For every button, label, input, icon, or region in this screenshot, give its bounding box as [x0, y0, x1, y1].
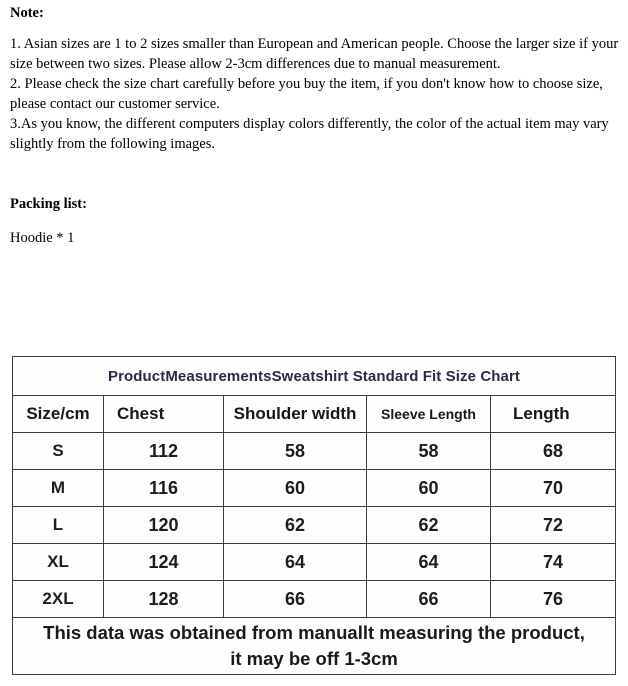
table-row: [13, 581, 616, 618]
cell-shoulder: 64: [224, 544, 367, 581]
size-chart-title-row: [13, 357, 616, 396]
note-heading: Note:: [10, 5, 44, 21]
disclaimer-line-1: This data was obtained from manuallt measuring the product,: [43, 622, 585, 643]
column-header-shoulder: Shoulder width: [224, 396, 367, 433]
note-item-2: 2. Please check the size chart carefully before you buy the item, if you don't know how to choose size, please contact our customer service.: [10, 76, 603, 112]
size-chart-table: [12, 356, 616, 675]
cell-sleeve: 58: [367, 433, 491, 470]
column-header-chest: Chest: [104, 396, 224, 433]
cell-chest: 124: [104, 544, 224, 581]
note-item-3: 3.As you know, the different computers display colors differently, the color of the actual item may vary slightly from the following images.: [10, 116, 609, 152]
cell-size: 2XL: [13, 581, 104, 618]
packing-list-item: Hoodie * 1: [10, 230, 75, 246]
cell-chest: 116: [104, 470, 224, 507]
size-chart-header-row: [13, 396, 616, 433]
cell-shoulder: 60: [224, 470, 367, 507]
cell-size: S: [13, 433, 104, 470]
table-row: [13, 507, 616, 544]
cell-length: 74: [491, 544, 616, 581]
packing-list-heading: Packing list:: [10, 196, 87, 212]
size-chart-footer-row: [13, 618, 616, 675]
cell-size: M: [13, 470, 104, 507]
cell-shoulder: 62: [224, 507, 367, 544]
cell-sleeve: 64: [367, 544, 491, 581]
cell-length: 76: [491, 581, 616, 618]
cell-sleeve: 62: [367, 507, 491, 544]
cell-chest: 128: [104, 581, 224, 618]
size-chart-title: ProductMeasurementsSweatshirt Standard Fit Size Chart: [13, 357, 616, 396]
cell-chest: 112: [104, 433, 224, 470]
table-row: [13, 544, 616, 581]
column-header-length: Length: [491, 396, 616, 433]
table-row: [13, 470, 616, 507]
cell-shoulder: 58: [224, 433, 367, 470]
disclaimer-line-2: it may be off 1-3cm: [230, 648, 398, 669]
cell-sleeve: 66: [367, 581, 491, 618]
cell-size: XL: [13, 544, 104, 581]
cell-shoulder: 66: [224, 581, 367, 618]
cell-size: L: [13, 507, 104, 544]
column-header-sleeve: Sleeve Length: [367, 396, 491, 433]
note-paragraphs: [10, 34, 620, 154]
cell-chest: 120: [104, 507, 224, 544]
cell-length: 70: [491, 470, 616, 507]
cell-length: 68: [491, 433, 616, 470]
size-chart-disclaimer: [13, 618, 616, 675]
column-header-size: Size/cm: [13, 396, 104, 433]
note-item-1: 1. Asian sizes are 1 to 2 sizes smaller than European and American people. Choose the larger size if your size between two sizes. Please allow 2-3cm differences due to manual measurement.: [10, 36, 619, 72]
cell-sleeve: 60: [367, 470, 491, 507]
cell-length: 72: [491, 507, 616, 544]
table-row: [13, 433, 616, 470]
